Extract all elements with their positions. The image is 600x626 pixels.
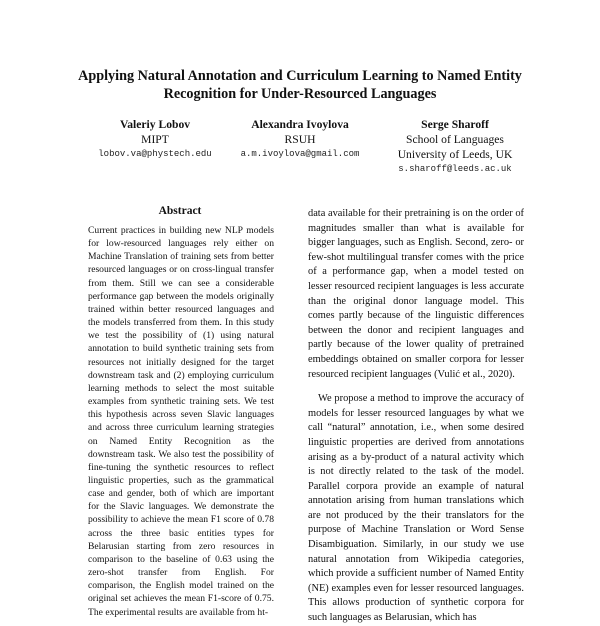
author-email: s.sharoff@leeds.ac.uk	[398, 164, 512, 174]
author-affiliation: School of Languages	[406, 133, 504, 146]
author-block-1	[80, 117, 230, 161]
abstract-heading: Abstract	[158, 205, 202, 217]
title-line-2: Recognition for Under-Resourced Languages	[163, 86, 437, 102]
author-email: lobov.va@phystech.edu	[98, 149, 212, 159]
author-block-2	[225, 117, 375, 161]
author-email: a.m.ivoylova@gmail.com	[240, 149, 360, 159]
right-column	[308, 207, 524, 626]
author-affiliation: RSUH	[284, 133, 316, 146]
abstract-body	[88, 224, 274, 619]
abstract-text: Current practices in building new NLP models for low-resourced languages rely either on Machine Translation of training sets from better resourced languages or on cross-lingual transfer from them. Still we can see a considerable performance gap between the models originally trained within better resourced languages and the models transferred from them. In this study we test the possibility of (1) using natural annotation to build synthetic training sets from resources not initially designed for the target downstream task and (2) employing curriculum learning methods to select the most suitable examples from synthetic training sets. We test this hypothesis across seven Slavic languages and across three curriculum learning strategies on Named Entity Recognition as the downstream task. We also test the possibility of fine-tuning the synthetic resources to reflect linguistic properties, such as the grammatical case and gender, both of which are important for the Slavic languages. We demonstrate the possibility to achieve the mean F1 score of 0.78 across the three basic entities types for Belarusian starting from zero resources in comparison to the baseline of 0.63 using the zero-shot transfer from English. For comparison, the English model trained on the original set achieves the mean F1-score of 0.75. The experimental results are available from ht-	[88, 225, 274, 618]
author-name: Alexandra Ivoylova	[251, 118, 349, 131]
paper-title	[40, 67, 560, 103]
author-name: Valeriy Lobov	[119, 118, 191, 131]
author-block-3	[380, 117, 530, 176]
body-paragraph: data available for their pretraining is on the order of magnitudes smaller than what is available for bigger languages, such as English. Second, zero- or few-shot multilingual transfer comes with the price of a performance gap, when a model tested on lesser resourced recipient languages is less accurate than the original donor language model. This comes partly because of the linguistic differences between the donor and recipient languages and partly because of the lower quality of pretrained embeddings obtained on smaller corpora for lesser resourced recipient languages (Vulić et al., 2020).	[308, 208, 524, 380]
author-affiliation: University of Leeds, UK	[397, 148, 513, 161]
author-affiliation: MIPT	[141, 133, 169, 146]
author-name: Serge Sharoff	[421, 118, 489, 131]
title-line-1: Applying Natural Annotation and Curriculum Learning to Named Entity	[78, 68, 522, 84]
body-paragraph: We propose a method to improve the accuracy of models for lesser resourced languages by what we call “natural” annotation, i.e., when some desired linguistic properties are derived from annotations arising as a by-product of a natural activity which is not directly related to the task of the model. Parallel corpora provide an example of natural annotation arising from human translations which are not produced by the their translators for the purpose of Machine Translation or Word Sense Disambiguation. Similarly, in our study we use natural annotation from Wikipedia categories, which provide a sufficient number of Named Entity (NE) examples even for lesser resourced languages. This allows production of synthetic corpora for such languages as Belarusian, which has	[308, 393, 524, 624]
